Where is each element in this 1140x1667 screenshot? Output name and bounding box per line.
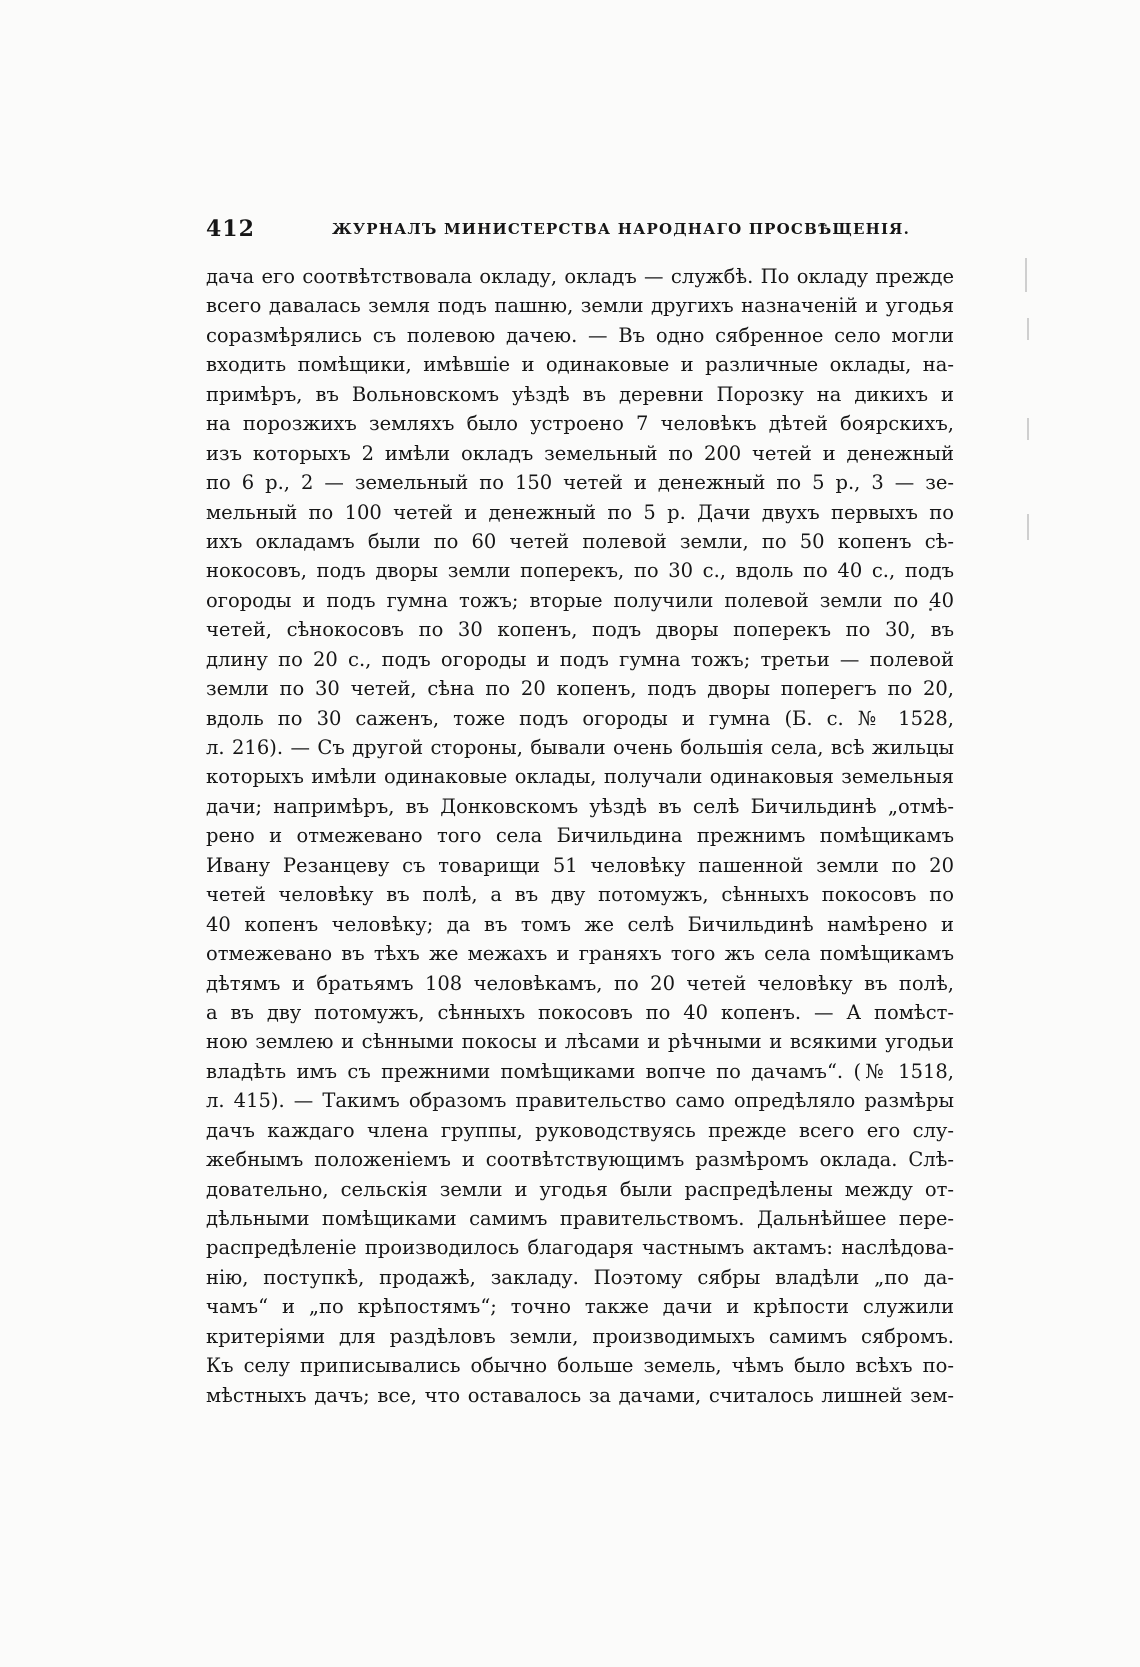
text-line: всего давалась земля подъ пашню, земли другихъ назначеній и угодья [206, 294, 954, 318]
body-text [206, 262, 954, 1410]
text-line: а въ дву потомужъ, сѣнныхъ покосовъ по 40 копенъ. — А помѣст- [206, 1000, 954, 1024]
text-line: владѣть имъ съ прежними помѣщиками вопче по дачамъ“. (№ 1518, [206, 1059, 954, 1083]
text-line: отмежевано въ тѣхъ же межахъ и граняхъ того жъ села помѣщикамъ [206, 942, 954, 966]
text-line: Ивану Резанцеву съ товарищи 51 человѣку пашенной земли по 20 [206, 853, 954, 877]
text-line: соразмѣрялись съ полевою дачею. — Въ одно сябренное село могли [206, 323, 954, 347]
text-line: дѣтямъ и братьямъ 108 человѣкамъ, по 20 четей человѣку въ полѣ, [206, 971, 954, 995]
text-line: четей человѣку въ полѣ, а въ дву потомужъ, сѣнныхъ покосовъ по [206, 883, 954, 907]
text-line: дачи; напримѣръ, въ Донковскомъ уѣздѣ въ селѣ Бичильдинѣ „отмѣ- [206, 794, 954, 818]
text-line: земли по 30 четей, сѣна по 20 копенъ, подъ дворы поперегъ по 20, [206, 677, 954, 701]
text-line: примѣръ, въ Вольновскомъ уѣздѣ въ деревни Порозку на дикихъ и [206, 382, 954, 406]
text-line: длину по 20 с., подъ огороды и подъ гумна тожъ; третьи — полевой [206, 647, 954, 671]
text-line: нокосовъ, подъ дворы земли поперекъ, по 30 с., вдоль по 40 с., подъ [206, 559, 954, 583]
text-line: четей, сѣнокосовъ по 30 копенъ, подъ дворы поперекъ по 30, въ [206, 618, 954, 642]
page-number: 412 [206, 216, 255, 242]
text-line: по 6 р., 2 — земельный по 150 четей и денежный по 5 р., 3 — зе- [206, 471, 954, 495]
margin-mark [1027, 418, 1029, 440]
text-line: рено и отмежевано того села Бичильдина прежнимъ помѣщикамъ [206, 824, 954, 848]
text-line: жебнымъ положеніемъ и соотвѣтствующимъ размѣромъ оклада. Слѣ- [206, 1148, 954, 1172]
running-head [206, 216, 954, 246]
text-line: л. 216). — Съ другой стороны, бывали очень большія села, всѣ жильцы [206, 736, 954, 759]
text-line: входить помѣщики, имѣвшіе и одинаковые и различные оклады, на- [206, 353, 954, 377]
text-line: мельный по 100 четей и денежный по 5 р. Дачи двухъ первыхъ по [206, 500, 954, 524]
text-line: дѣльными помѣщиками самимъ правительствомъ. Дальнѣйшее пере- [206, 1207, 954, 1230]
margin-mark [1027, 514, 1029, 540]
text-line: которыхъ имѣли одинаковые оклады, получали одинаковыя земельныя [206, 765, 954, 789]
text-line: ною землею и сѣнными покосы и лѣсами и рѣчными и всякими угодьи [206, 1030, 954, 1054]
text-line: изъ которыхъ 2 имѣли окладъ земельный по 200 четей и денежный [206, 441, 954, 465]
text-line: дачъ каждаго члена группы, руководствуясь прежде всего его слу- [206, 1118, 954, 1142]
margin-mark [1025, 258, 1027, 292]
margin-mark [1027, 318, 1029, 340]
text-line: л. 415). — Такимъ образомъ правительство само опредѣляло размѣры [206, 1089, 954, 1113]
text-line: мѣстныхъ дачъ; все, что оставалось за дачами, считалось лишней зем- [206, 1383, 954, 1407]
text-line: чамъ“ и „по крѣпостямъ“; точно также дачи и крѣпости служили [206, 1295, 954, 1319]
text-line: дача его соотвѣтствовала окладу, окладъ — службѣ. По окладу прежде [206, 265, 954, 288]
text-line: на порозжихъ земляхъ было устроено 7 человѣкъ дѣтей боярскихъ, [206, 412, 954, 436]
text-line: Къ селу приписывались обычно больше земель, чѣмъ было всѣхъ по- [206, 1354, 954, 1378]
text-line: критеріями для раздѣловъ земли, производимыхъ самимъ сябромъ. [206, 1324, 954, 1348]
text-line: нію, поступкѣ, продажѣ, закладу. Поэтому сябры владѣли „по да- [206, 1265, 954, 1289]
journal-title: ЖУРНАЛЪ МИНИСТЕРСТВА НАРОДНАГО ПРОСВѢЩЕНІЯ. [332, 220, 911, 238]
text-line: довательно, сельскія земли и угодья были распредѣлены между от- [206, 1177, 954, 1201]
text-line: вдоль по 30 саженъ, тоже подъ огороды и гумна (Б. с. № 1528, [206, 706, 954, 730]
text-line: ихъ окладамъ были по 60 четей полевой земли, по 50 копенъ сѣ- [206, 529, 954, 553]
text-line: огороды и подъ гумна тожъ; вторые получили полевой земли по 40 [206, 588, 954, 612]
text-line: 40 копенъ человѣку; да въ томъ же селѣ Бичильдинѣ намѣрено и [206, 912, 954, 936]
text-line: распредѣленіе производилось благодаря частнымъ актамъ: наслѣдова- [206, 1236, 954, 1260]
